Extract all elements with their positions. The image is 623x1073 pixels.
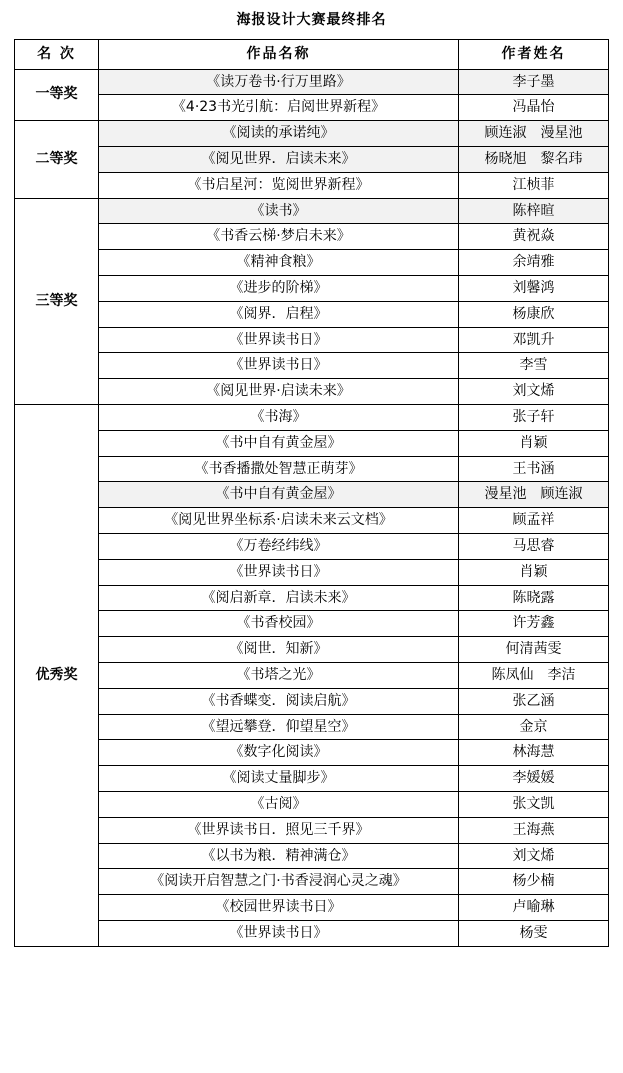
table-row <box>15 895 609 921</box>
author-name-cell: 黄祝焱 <box>459 224 609 250</box>
author-name-cell: 肖颖 <box>459 559 609 585</box>
table-row <box>15 327 609 353</box>
author-name-cell: 王海燕 <box>459 817 609 843</box>
work-title-cell: 《世界读书日》 <box>99 353 459 379</box>
work-title-cell: 《望远攀登．仰望星空》 <box>99 714 459 740</box>
header-row <box>15 39 609 69</box>
award-group-label: 一等奖 <box>15 69 99 121</box>
author-name-cell: 顾孟祥 <box>459 508 609 534</box>
table-row <box>15 198 609 224</box>
award-group-label: 二等奖 <box>15 121 99 198</box>
author-name-cell: 杨康欣 <box>459 301 609 327</box>
table-row <box>15 172 609 198</box>
author-name-cell: 刘文烯 <box>459 843 609 869</box>
work-title-cell: 《以书为粮．精神满仓》 <box>99 843 459 869</box>
table-row <box>15 508 609 534</box>
work-title-cell: 《阅见世界．启读未来》 <box>99 146 459 172</box>
author-name-cell: 张文凯 <box>459 791 609 817</box>
author-name-cell: 李子墨 <box>459 69 609 95</box>
work-title-cell: 《世界读书日》 <box>99 327 459 353</box>
work-title-cell: 《书中自有黄金屋》 <box>99 482 459 508</box>
title-row <box>15 6 609 39</box>
table-row <box>15 688 609 714</box>
award-group-label: 优秀奖 <box>15 404 99 946</box>
table-row <box>15 791 609 817</box>
work-title-cell: 《万卷经纬线》 <box>99 533 459 559</box>
author-name-cell: 杨少楠 <box>459 869 609 895</box>
table-row <box>15 740 609 766</box>
table-row <box>15 456 609 482</box>
table-row <box>15 482 609 508</box>
author-name-cell: 刘馨鸿 <box>459 275 609 301</box>
table-row <box>15 611 609 637</box>
author-name-cell: 江桢菲 <box>459 172 609 198</box>
work-title-cell: 《书塔之光》 <box>99 662 459 688</box>
table-row <box>15 250 609 276</box>
author-name-cell: 张子轩 <box>459 404 609 430</box>
author-name-cell: 余靖雅 <box>459 250 609 276</box>
work-title-cell: 《进步的阶梯》 <box>99 275 459 301</box>
work-title-cell: 《书香蝶变．阅读启航》 <box>99 688 459 714</box>
author-name-cell: 顾连淑 漫星池 <box>459 121 609 147</box>
work-title-cell: 《阅启新章．启读未来》 <box>99 585 459 611</box>
ranking-table <box>14 6 609 947</box>
table-row <box>15 121 609 147</box>
author-name-cell: 刘文烯 <box>459 379 609 405</box>
column-header-work: 作品名称 <box>99 39 459 69</box>
table-row <box>15 714 609 740</box>
page-title: 海报设计大赛最终排名 <box>236 12 387 28</box>
work-title-cell: 《阅读开启智慧之门·书香浸润心灵之魂》 <box>99 869 459 895</box>
table-row <box>15 379 609 405</box>
work-title-cell: 《校园世界读书日》 <box>99 895 459 921</box>
table-row <box>15 353 609 379</box>
author-name-cell: 何清茜雯 <box>459 637 609 663</box>
table-row <box>15 533 609 559</box>
work-title-cell: 《世界读书日》 <box>99 559 459 585</box>
table-row <box>15 69 609 95</box>
table-row <box>15 224 609 250</box>
author-name-cell: 林海慧 <box>459 740 609 766</box>
author-name-cell: 陈梓暄 <box>459 198 609 224</box>
column-header-award: 名 次 <box>15 39 99 69</box>
author-name-cell: 漫星池 顾连淑 <box>459 482 609 508</box>
author-name-cell: 陈凤仙 李洁 <box>459 662 609 688</box>
work-title-cell: 《阅界．启程》 <box>99 301 459 327</box>
table-row <box>15 430 609 456</box>
table-body <box>15 6 609 946</box>
table-row <box>15 637 609 663</box>
work-title-cell: 《书海》 <box>99 404 459 430</box>
work-title-cell: 《书香校园》 <box>99 611 459 637</box>
author-name-cell: 王书涵 <box>459 456 609 482</box>
table-row <box>15 559 609 585</box>
author-name-cell: 冯晶怡 <box>459 95 609 121</box>
table-row <box>15 585 609 611</box>
work-title-cell: 《书香播撒处智慧正萌芽》 <box>99 456 459 482</box>
author-name-cell: 陈晓露 <box>459 585 609 611</box>
work-title-cell: 《世界读书日．照见三千界》 <box>99 817 459 843</box>
work-title-cell: 《古阅》 <box>99 791 459 817</box>
work-title-cell: 《阅见世界坐标系·启读未来云文档》 <box>99 508 459 534</box>
table-row <box>15 275 609 301</box>
work-title-cell: 《数字化阅读》 <box>99 740 459 766</box>
author-name-cell: 金京 <box>459 714 609 740</box>
table-row <box>15 301 609 327</box>
work-title-cell: 《阅见世界·启读未来》 <box>99 379 459 405</box>
table-row <box>15 766 609 792</box>
author-name-cell: 杨雯 <box>459 920 609 946</box>
work-title-cell: 《书启星河：览阅世界新程》 <box>99 172 459 198</box>
author-name-cell: 马思睿 <box>459 533 609 559</box>
table-row <box>15 95 609 121</box>
table-row <box>15 146 609 172</box>
work-title-cell: 《阅读丈量脚步》 <box>99 766 459 792</box>
table-row <box>15 869 609 895</box>
author-name-cell: 杨晓旭 黎名玮 <box>459 146 609 172</box>
author-name-cell: 李媛媛 <box>459 766 609 792</box>
work-title-cell: 《4·23书光引航：启阅世界新程》 <box>99 95 459 121</box>
table-row <box>15 404 609 430</box>
table-row <box>15 843 609 869</box>
author-name-cell: 邓凯升 <box>459 327 609 353</box>
work-title-cell: 《书中自有黄金屋》 <box>99 430 459 456</box>
work-title-cell: 《读书》 <box>99 198 459 224</box>
work-title-cell: 《读万卷书·行万里路》 <box>99 69 459 95</box>
author-name-cell: 张乙涵 <box>459 688 609 714</box>
column-header-author: 作者姓名 <box>459 39 609 69</box>
award-group-label: 三等奖 <box>15 198 99 404</box>
author-name-cell: 卢喻琳 <box>459 895 609 921</box>
work-title-cell: 《阅读的承诺纯》 <box>99 121 459 147</box>
table-row <box>15 662 609 688</box>
author-name-cell: 李雪 <box>459 353 609 379</box>
author-name-cell: 肖颖 <box>459 430 609 456</box>
table-row <box>15 920 609 946</box>
work-title-cell: 《阅世．知新》 <box>99 637 459 663</box>
table-row <box>15 817 609 843</box>
work-title-cell: 《精神食粮》 <box>99 250 459 276</box>
work-title-cell: 《书香云梯·梦启未来》 <box>99 224 459 250</box>
author-name-cell: 许芳鑫 <box>459 611 609 637</box>
work-title-cell: 《世界读书日》 <box>99 920 459 946</box>
